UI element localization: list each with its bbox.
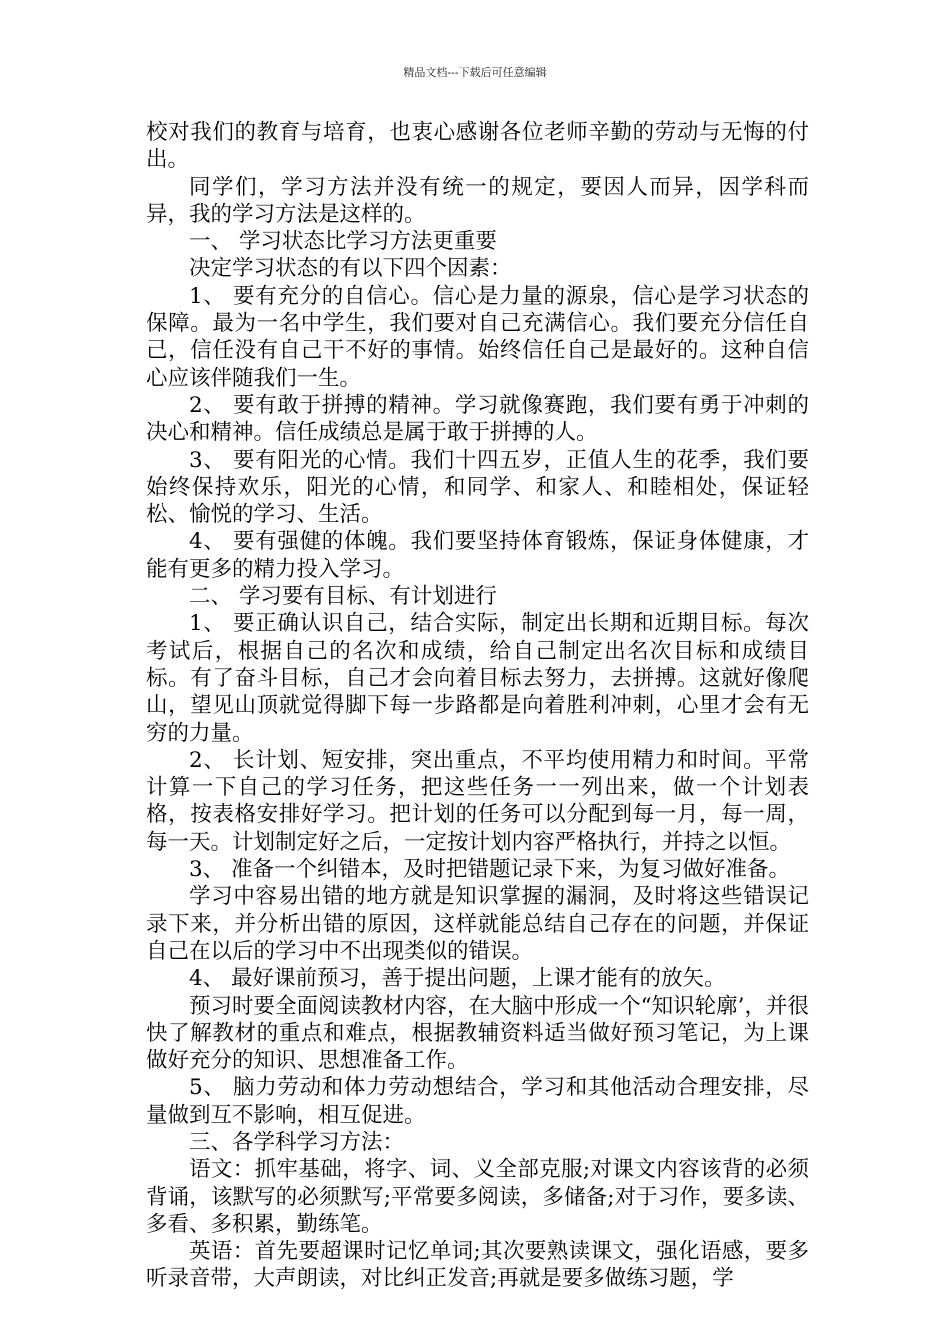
list-item: 2、 要有敢于拼搏的精神。学习就像赛跑，我们要有勇于冲刺的决心和精神。信任成绩总是属于敢于拼搏的人。 (146, 392, 809, 446)
paragraph-english: 英语：首先要超课时记忆单词;其次要熟读课文，强化语感，要多听录音带，大声朗读，对比纠正发音;再就是要多做练习题，学 (146, 1239, 809, 1292)
paragraph-1: 校对我们的教育与培育，也衷心感谢各位老师辛勤的劳动与无悔的付出。 (146, 120, 809, 173)
paragraph-2: 同学们，学习方法并没有统一的规定，要因人而异，因学科而异，我的学习方法是这样的。 (146, 174, 809, 227)
paragraph-3: 决定学习状态的有以下四个因素： (189, 256, 512, 282)
paragraph: 预习时要全面阅读教材内容，在大脑中形成一个“知识轮廓’，并很快了解教材的重点和难点，根据教辅资料适当做好预习笔记，为上课做好充分的知识、思想准备工作。 (146, 993, 809, 1074)
list-item: 3、 要有阳光的心情。我们十四五岁，正值人生的花季，我们要始终保持欢乐，阳光的心情，和同学、和家人、和睦相处，保证轻松、愉悦的学习、生活。 (146, 447, 809, 528)
list-item: 3、 准备一个纠错本，及时把错题记录下来，为复习做好准备。 (189, 857, 791, 883)
page-header: 精品文档---下载后可任意编辑 (403, 66, 547, 79)
paragraph-chinese: 语文：抓牢基础，将字、词、义全部克服;对课文内容该背的必须背诵，该默写的必须默写;平常要多阅读，多储备;对于习作，要多读、多看、多积累，勤练笔。 (146, 1157, 809, 1237)
list-item: 4、 要有强健的体魄。我们要坚持体育锻炼，保证身体健康，才能有更多的精力投入学习。 (146, 529, 809, 582)
paragraph: 学习中容易出错的地方就是知识掌握的漏洞，及时将这些错误记录下来，并分析出错的原因，这样就能总结自己存在的问题，并保证自己在以后的学习中不出现类似的错误。 (146, 884, 809, 964)
list-item: 1、 要有充分的自信心。信心是力量的源泉，信心是学习状态的保障。最为一名中学生，我们要对自己充满信心。我们要充分信任自己，信任没有自己干不好的事情。始终信任自己是最好的。这种自信心应该伴随我们一生。 (146, 283, 809, 391)
list-item: 5、 脑力劳动和体力劳动想结合，学习和其他活动合理安排，尽量做到互不影响，相互促进。 (146, 1075, 809, 1128)
section-heading-1: 一、 学习状态比学习方法更重要 (189, 229, 497, 255)
section-heading-2: 二、 学习要有目标、有计划进行 (189, 584, 497, 610)
section-heading-3: 三、各学科学习方法： (189, 1129, 405, 1155)
list-item: 4、 最好课前预习，善于提出问题，上课才能有的放矢。 (189, 966, 726, 992)
list-item: 1、 要正确认识自己，结合实际，制定出长期和近期目标。每次考试后，根据自己的名次和成绩，给自己制定出名次目标和成绩目标。有了奋斗目标，自己才会向着目标去努力，去拼搏。这就好像爬山，望见山顶就觉得脚下每一步路都是向着胜利冲刺，心里才会有无穷的力量。 (146, 611, 809, 746)
list-item: 2、 长计划、短安排，突出重点，不平均使用精力和时间。平常计算一下自己的学习任务，把这些任务一一列出来，做一个计划表格，按表格安排好学习。把计划的任务可以分配到每一月，每一周，每一天。计划制定好之后，一定按计划内容严格执行，并持之以恒。 (146, 747, 809, 855)
document-body (146, 119, 809, 1293)
